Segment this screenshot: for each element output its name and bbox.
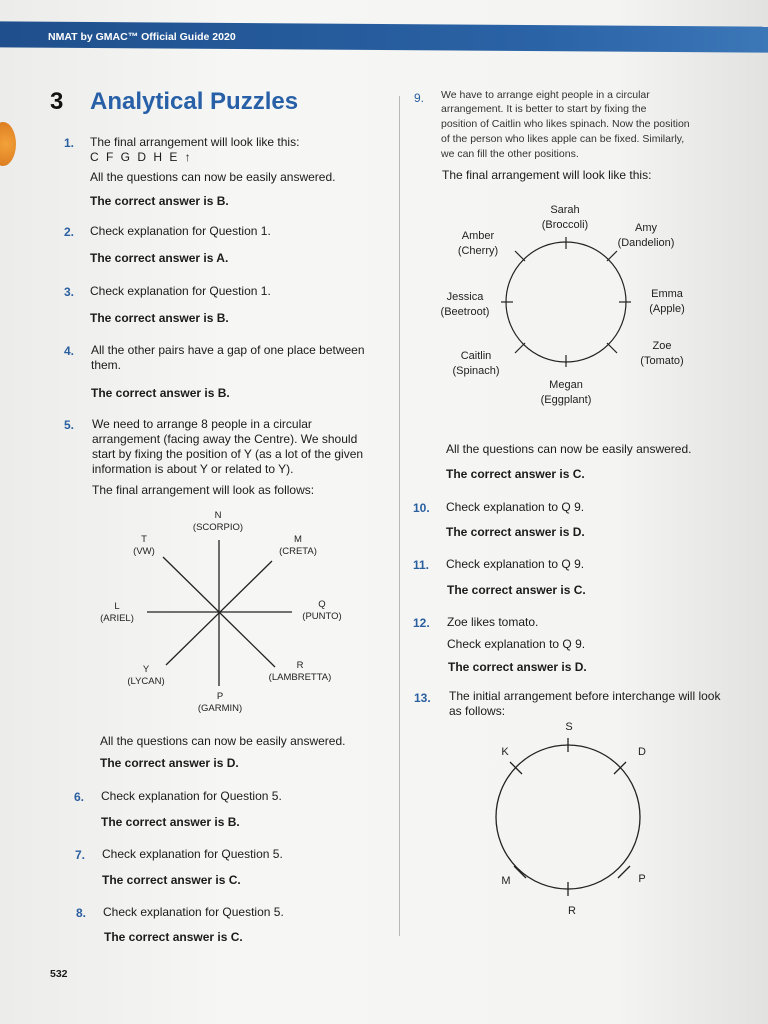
- seat-label-t: T: [141, 534, 147, 545]
- seat-car-m: (CRETA): [279, 546, 317, 557]
- answer-line: The correct answer is B.: [90, 311, 229, 325]
- item-beetroot: (Beetroot): [440, 306, 490, 318]
- explanation-line: Check explanation for Question 5.: [102, 847, 283, 861]
- explanation-line: Check explanation for Question 1.: [90, 284, 271, 298]
- seat-car-r: (LAMBRETTA): [268, 672, 332, 683]
- position-label-r: R: [568, 905, 576, 917]
- chapter-title: Analytical Puzzles: [90, 88, 299, 115]
- page-number: 532: [50, 968, 68, 980]
- question-number: 5.: [64, 418, 75, 432]
- explanation-line: We have to arrange eight people in a circular: [441, 89, 650, 101]
- explanation-line: Check explanation to Q 9.: [446, 500, 585, 514]
- chapter-number: 3: [50, 88, 64, 115]
- question-number: 10.: [413, 501, 430, 515]
- seat-label-r: R: [296, 660, 304, 671]
- explanation-line: arrangement (facing away the Centre). We should: [92, 432, 358, 446]
- position-label-s: S: [565, 721, 573, 733]
- question-number: 11.: [413, 558, 430, 572]
- question-number: 12.: [413, 616, 430, 630]
- item-broccoli: (Broccoli): [541, 219, 589, 231]
- item-spinach: (Spinach): [452, 365, 500, 377]
- item-eggplant: (Eggplant): [540, 394, 592, 406]
- explanation-line: All the questions can now be easily answered.: [90, 170, 336, 184]
- arrangement-circle: [496, 745, 640, 889]
- explanation-line: We need to arrange 8 people in a circular: [92, 417, 312, 431]
- explanation-line: as follows:: [449, 704, 506, 718]
- answer-line: The correct answer is C.: [102, 873, 241, 887]
- answer-line: The correct answer is B.: [101, 815, 240, 829]
- position-label-d: D: [638, 746, 646, 758]
- explanation-line: C F G D H E ↑: [90, 150, 193, 164]
- explanation-line: Zoe likes tomato.: [447, 615, 539, 629]
- explanation-line: Check explanation to Q 9.: [446, 557, 585, 571]
- explanation-line: All the questions can now be easily answered.: [100, 734, 346, 748]
- position-label-k: K: [501, 746, 509, 758]
- question-number: 3.: [64, 285, 75, 299]
- explanation-line: Check explanation for Question 5.: [101, 789, 282, 803]
- question-number: 2.: [64, 225, 75, 239]
- seat-label-q: Q: [318, 599, 326, 610]
- explanation-line: Check explanation to Q 9.: [447, 637, 586, 651]
- explanation-line: The final arrangement will look like this:: [442, 168, 652, 182]
- answer-line: The correct answer is D.: [100, 756, 239, 770]
- seat-car-l: (ARIEL): [100, 613, 134, 624]
- seat-car-q: (PUNTO): [302, 611, 342, 622]
- answer-line: The correct answer is A.: [90, 251, 229, 265]
- answer-line: The correct answer is B.: [91, 386, 230, 400]
- explanation-line: information is about Y or related to Y).: [92, 462, 294, 476]
- explanation-line: of the person who likes apple can be fixed. Similarly,: [441, 133, 685, 145]
- answer-line: The correct answer is B.: [90, 194, 229, 208]
- explanation-line: The initial arrangement before interchange will look: [449, 689, 721, 703]
- question-number: 1.: [64, 136, 75, 150]
- person-jessica: Jessica: [446, 291, 484, 303]
- person-zoe: Zoe: [652, 340, 672, 352]
- person-sarah: Sarah: [550, 204, 580, 216]
- seat-label-p: P: [216, 691, 224, 702]
- explanation-line: position of Caitlin who likes spinach. Now the position: [441, 118, 690, 130]
- person-megan: Megan: [549, 379, 583, 391]
- explanation-line: All the other pairs have a gap of one place between: [91, 343, 365, 357]
- seat-car-p: (GARMIN): [197, 703, 243, 714]
- position-label-m: M: [501, 875, 511, 887]
- explanation-line: arrangement. It is better to start by fixing the: [441, 103, 647, 115]
- question-number: 13.: [414, 691, 431, 705]
- person-emma: Emma: [651, 288, 683, 300]
- person-amber: Amber: [461, 230, 495, 242]
- explanation-line: start by fixing the position of Y (as a lot of the given: [92, 447, 364, 461]
- seat-car-n: (SCORPIO): [192, 522, 244, 533]
- seat-label-y: Y: [142, 664, 150, 675]
- item-tomato: (Tomato): [640, 355, 684, 367]
- explanation-line: them.: [91, 358, 122, 372]
- seat-label-n: N: [214, 510, 222, 521]
- seat-car-y: (LYCAN): [127, 676, 165, 687]
- item-dandelion: (Dandelion): [617, 237, 675, 249]
- question-number: 7.: [75, 848, 86, 862]
- tick-mark: [514, 866, 526, 878]
- question-number: 6.: [74, 790, 85, 804]
- answer-line: The correct answer is C.: [446, 467, 585, 481]
- item-cherry: (Cherry): [457, 245, 499, 257]
- explanation-line: we can fill the other positions.: [441, 148, 579, 160]
- person-amy: Amy: [635, 222, 657, 234]
- question-number: 9.: [414, 91, 425, 105]
- header-title: NMAT by GMAC™ Official Guide 2020: [48, 31, 236, 43]
- person-caitlin: Caitlin: [460, 350, 492, 362]
- question-number: 4.: [64, 344, 75, 358]
- position-label-p: P: [638, 873, 646, 885]
- explanation-line: The final arrangement will look like this:: [90, 135, 300, 149]
- seat-label-l: L: [114, 601, 120, 612]
- explanation-line: Check explanation for Question 1.: [90, 224, 271, 238]
- question-number: 8.: [76, 906, 87, 920]
- seat-car-t: (VW): [133, 546, 155, 557]
- explanation-line: The final arrangement will look as follows:: [92, 483, 315, 497]
- explanation-line: Check explanation for Question 5.: [103, 905, 284, 919]
- explanation-line: All the questions can now be easily answered.: [446, 442, 692, 456]
- answer-line: The correct answer is D.: [446, 525, 585, 539]
- seat-label-m: M: [294, 534, 302, 545]
- answer-line: The correct answer is C.: [447, 583, 586, 597]
- answer-line: The correct answer is C.: [104, 930, 243, 944]
- answer-line: The correct answer is D.: [448, 660, 587, 674]
- item-apple: (Apple): [649, 303, 685, 315]
